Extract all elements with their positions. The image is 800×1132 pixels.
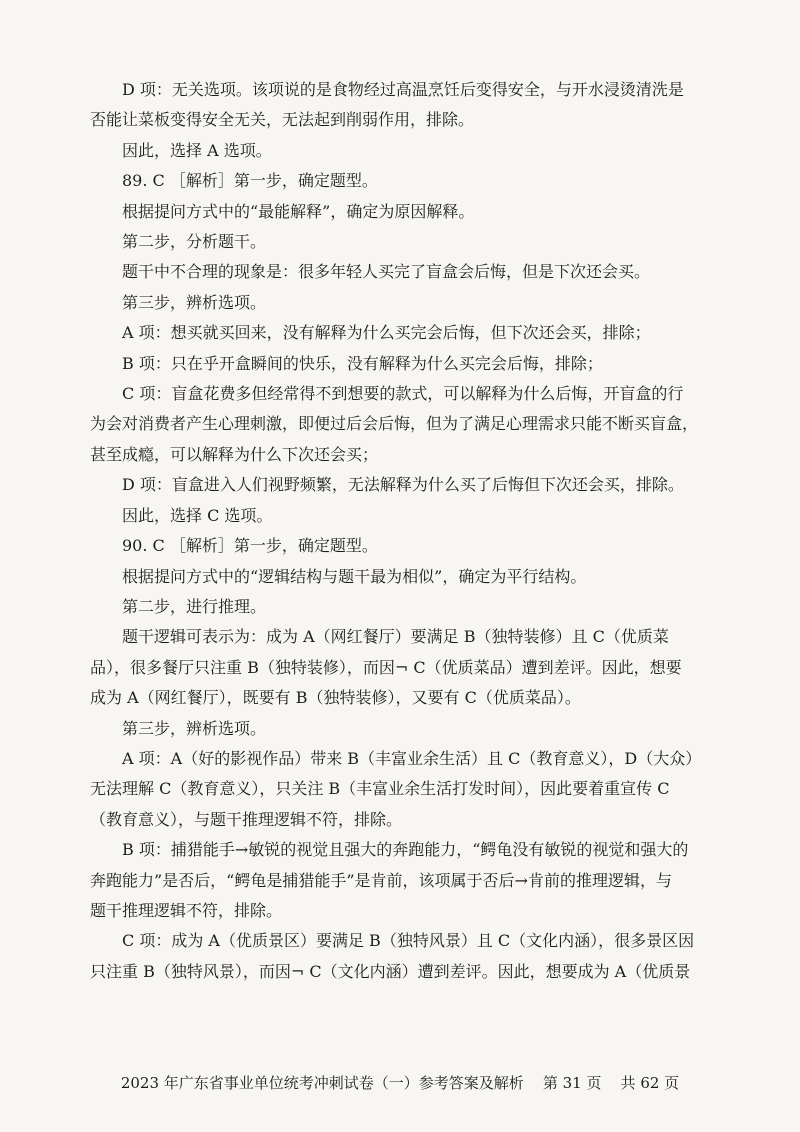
text-line: 否能让菜板变得安全无关，无法起到削弱作用，排除。 <box>90 110 475 130</box>
text-line: 为会对消费者产生心理刺激，即便过后会后悔，但为了满足心理需求只能不断买盲盒， <box>90 414 699 434</box>
text-line: 89. C ［解析］第一步，确定题型。 <box>122 171 378 191</box>
text-line: 奔跑能力”是否后，“鳄龟是捕猎能手”是肯前，该项属于否后→肯前的推理逻辑，与 <box>90 870 672 890</box>
text-line: 根据提问方式中的“最能解释”，确定为原因解释。 <box>122 201 475 221</box>
text-line: 成为 A（网红餐厅），既要有 B（独特装修），又要有 C（优质菜品）。 <box>90 688 581 708</box>
page-footer <box>0 1073 800 1093</box>
text-line: 题干中不合理的现象是：很多年轻人买完了盲盒会后悔，但是下次还会买。 <box>122 262 651 282</box>
text-line: 甚至成瘾，可以解释为什么下次还会买； <box>90 444 379 464</box>
text-line: 因此，选择 A 选项。 <box>122 140 272 160</box>
text-line: 题干逻辑可表示为：成为 A（网红餐厅）要满足 B（独特装修）且 C（优质菜 <box>122 627 669 647</box>
text-line: 第二步，分析题干。 <box>122 232 267 252</box>
text-line: 品），很多餐厅只注重 B（独特装修），而因¬ C（优质菜品）遭到差评。因此，想要 <box>90 657 682 677</box>
text-line: 90. C ［解析］第一步，确定题型。 <box>122 536 378 556</box>
text-line: C 项：成为 A（优质景区）要满足 B（独特风景）且 C（文化内涵），很多景区因 <box>122 931 695 951</box>
text-line: B 项：捕猎能手→敏锐的视觉且强大的奔跑能力，“鳄龟没有敏锐的视觉和强大的 <box>122 840 689 860</box>
footer-total-pages: 共 62 页 <box>620 1074 680 1092</box>
text-line: 第二步，进行推理。 <box>122 596 267 616</box>
text-line: 第三步，辨析选项。 <box>122 718 267 738</box>
footer-title: 2023 年广东省事业单位统考冲刺试卷（一）参考答案及解析 <box>120 1074 524 1092</box>
text-line: 题干推理逻辑不符，排除。 <box>90 900 283 920</box>
text-line: A 项：想买就买回来，没有解释为什么买完会后悔，但下次还会买，排除； <box>122 323 651 343</box>
text-line: B 项：只在乎开盒瞬间的快乐，没有解释为什么买完会后悔，排除； <box>122 353 603 373</box>
text-line: 无法理解 C（教育意义），只关注 B（丰富业余生活打发时间），因此要着重宣传 C <box>90 779 670 799</box>
footer-page-number: 第 31 页 <box>542 1074 602 1092</box>
answer-explanation-text <box>90 75 720 987</box>
text-line: C 项：盲盒花费多但经常得不到想要的款式，可以解释为什么后悔，开盲盒的行 <box>122 384 684 404</box>
text-line: （教育意义），与题干推理逻辑不符，排除。 <box>90 809 403 829</box>
text-line: 只注重 B（独特风景），而因¬ C（文化内涵）遭到差评。因此，想要成为 A（优质景 <box>90 961 691 981</box>
text-line: 根据提问方式中的“逻辑结构与题干最为相似”，确定为平行结构。 <box>122 566 587 586</box>
text-line: D 项：盲盒进入人们视野频繁，无法解释为什么买了后悔但下次还会买，排除。 <box>122 475 684 495</box>
text-line: 因此，选择 C 选项。 <box>122 505 273 525</box>
text-line: D 项：无关选项。该项说的是食物经过高温烹饪后变得安全，与开水浸烫清洗是 <box>122 80 684 99</box>
text-line: 第三步，辨析选项。 <box>122 292 267 312</box>
text-line: A 项：A（好的影视作品）带来 B（丰富业余生活）且 C（教育意义），D（大众） <box>122 748 702 768</box>
